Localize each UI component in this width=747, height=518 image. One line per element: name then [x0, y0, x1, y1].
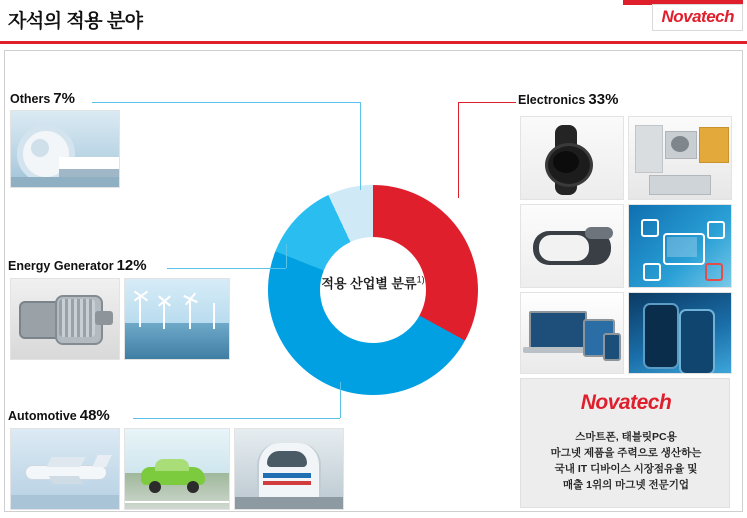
brand-logo [652, 4, 743, 31]
promo-logo: Novatech [580, 391, 672, 414]
brand-logo-text: Novatech [661, 7, 734, 26]
pie-chart-center-superscript: 1) [416, 274, 425, 285]
callout-energy-generator [8, 257, 147, 275]
image-wind-turbines [124, 278, 230, 360]
callout-automotive-label: Automotive [8, 409, 77, 423]
promo-description [521, 429, 731, 493]
promo-panel [520, 378, 730, 508]
page-title: 자석의 적용 분야 [8, 11, 143, 32]
leader-line-others-horizontal [92, 102, 360, 103]
promo-line-2: 마그넷 제품을 주력으로 생산하는 [550, 447, 702, 459]
leader-line-energy-horizontal [167, 268, 286, 269]
leader-line-energy-vertical [286, 244, 287, 268]
leader-line-automotive-horizontal [133, 418, 340, 419]
leader-line-electronics-horizontal [458, 102, 516, 103]
image-laptop-tablet [520, 292, 624, 374]
callout-automotive [8, 407, 110, 425]
leader-line-automotive-vertical [340, 382, 341, 418]
image-train [234, 428, 344, 510]
leader-line-electronics-vertical [458, 102, 459, 198]
image-iot-network [628, 204, 732, 288]
promo-line-1: 스마트폰, 태블릿PC용 [575, 431, 677, 443]
callout-automotive-value: 48% [79, 407, 110, 424]
pie-chart-center-title: 적용 산업별 분류 [321, 276, 417, 291]
callout-others [10, 90, 75, 108]
pie-chart-center-label [268, 273, 478, 292]
image-home-appliances [628, 116, 732, 200]
callout-others-value: 7% [53, 90, 75, 107]
callout-energy-generator-value: 12% [116, 257, 147, 274]
callout-energy-generator-label: Energy Generator [8, 259, 114, 273]
image-green-car [124, 428, 230, 510]
callout-electronics [518, 91, 618, 109]
callout-electronics-label: Electronics [518, 93, 586, 107]
callout-electronics-value: 33% [588, 91, 619, 108]
image-electric-motors [10, 278, 120, 360]
image-smartphones [628, 292, 732, 374]
image-vr-headset [520, 204, 624, 288]
image-smartwatch [520, 116, 624, 200]
leader-line-others-vertical [360, 102, 361, 190]
pie-chart [268, 185, 478, 395]
promo-line-3: 국내 IT 디바이스 시장점유율 및 [554, 463, 698, 475]
image-airplane [10, 428, 120, 510]
promo-line-4: 매출 1위의 마그넷 전문기업 [562, 479, 690, 491]
page-header [0, 0, 747, 44]
image-mri [10, 110, 120, 188]
callout-others-label: Others [10, 92, 51, 106]
